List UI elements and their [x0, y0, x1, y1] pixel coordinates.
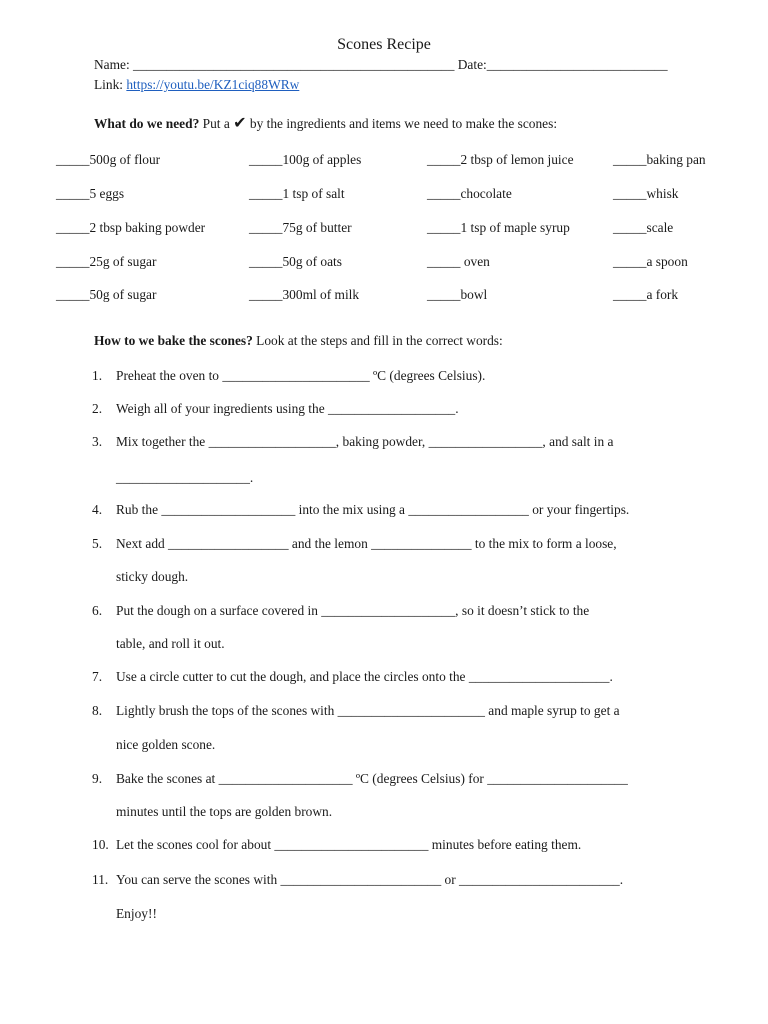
step-number: 7.: [92, 669, 103, 684]
ingredient-item[interactable]: _____ oven: [427, 254, 490, 269]
step-text-line[interactable]: Use a circle cutter to cut the dough, and place the circles onto the _____________________.: [116, 669, 613, 684]
step-number: 1.: [92, 368, 103, 383]
step-text-line[interactable]: Let the scones cool for about _______________________ minutes before eating them.: [116, 837, 582, 852]
step-text-line[interactable]: Mix together the ___________________, baking powder, _________________, and salt in a: [116, 434, 614, 449]
step-text-line[interactable]: Preheat the oven to ______________________ ºC (degrees Celsius).: [116, 368, 486, 383]
step-text-line[interactable]: You can serve the scones with ________________________ or ________________________.: [116, 872, 624, 887]
ingredient-item[interactable]: _____a spoon: [613, 254, 688, 269]
link-label: Link:: [94, 77, 127, 92]
step-number: 2.: [92, 401, 103, 416]
video-link[interactable]: https://youtu.be/KZ1ciq88WRw: [126, 77, 300, 92]
step-text-line[interactable]: Lightly brush the tops of the scones with ______________________ and maple syrup to get a: [116, 703, 620, 718]
step-number: 9.: [92, 771, 103, 786]
ingredient-item[interactable]: _____100g of apples: [249, 152, 362, 167]
step-text-line[interactable]: sticky dough.: [116, 569, 189, 584]
ingredient-item[interactable]: _____50g of sugar: [56, 287, 157, 302]
ingredients-heading-pre: Put a: [199, 116, 234, 131]
step-text-line[interactable]: Rub the ____________________ into the mix using a __________________ or your fingertips.: [116, 502, 630, 517]
ingredient-item[interactable]: _____scale: [613, 220, 674, 235]
step-text-line[interactable]: Put the dough on a surface covered in ____________________, so it doesn’t stick to the: [116, 603, 590, 618]
checkmark-icon: ✔: [233, 113, 247, 132]
step-text-line[interactable]: Next add __________________ and the lemon _______________ to the mix to form a loose,: [116, 536, 617, 551]
ingredient-item[interactable]: _____whisk: [613, 186, 679, 201]
step-text-line[interactable]: Enjoy!!: [116, 906, 157, 921]
ingredient-item[interactable]: _____500g of flour: [56, 152, 161, 167]
ingredient-item[interactable]: _____chocolate: [427, 186, 512, 201]
ingredient-item[interactable]: _____5 eggs: [56, 186, 125, 201]
page-title: Scones Recipe: [337, 36, 431, 53]
ingredient-item[interactable]: _____50g of oats: [249, 254, 342, 269]
ingredient-item[interactable]: _____300ml of milk: [249, 287, 360, 302]
name-date-fields[interactable]: Name: ________________________________________________ Date:___________________________: [94, 57, 668, 72]
ingredient-item[interactable]: _____bowl: [427, 287, 488, 302]
ingredient-item[interactable]: _____1 tsp of maple syrup: [427, 220, 570, 235]
ingredients-heading: [94, 113, 557, 132]
ingredient-item[interactable]: _____75g of butter: [249, 220, 352, 235]
step-number: 3.: [92, 434, 103, 449]
step-number: 11.: [92, 872, 109, 887]
ingredient-item[interactable]: _____25g of sugar: [56, 254, 157, 269]
steps-heading: [94, 333, 503, 349]
step-number: 4.: [92, 502, 103, 517]
step-number: 5.: [92, 536, 103, 551]
steps-heading-rest: Look at the steps and fill in the correct words:: [252, 333, 503, 348]
step-text-line[interactable]: Weigh all of your ingredients using the ___________________.: [116, 401, 459, 416]
ingredient-item[interactable]: _____2 tbsp of lemon juice: [427, 152, 574, 167]
step-text-line[interactable]: table, and roll it out.: [116, 636, 225, 651]
step-text-line[interactable]: Bake the scones at ____________________ ºC (degrees Celsius) for _____________________: [116, 771, 628, 786]
step-text-line[interactable]: nice golden scone.: [116, 737, 216, 752]
ingredient-item[interactable]: _____1 tsp of salt: [249, 186, 345, 201]
ingredients-heading-bold: What do we need?: [94, 116, 200, 131]
steps-heading-bold: How to we bake the scones?: [94, 333, 253, 348]
ingredient-item[interactable]: _____baking pan: [613, 152, 706, 167]
ingredient-item[interactable]: _____a fork: [613, 287, 679, 302]
step-number: 6.: [92, 603, 103, 618]
ingredient-item[interactable]: _____2 tbsp baking powder: [56, 220, 206, 235]
link-row: [94, 77, 299, 93]
step-text-line[interactable]: ____________________.: [116, 470, 254, 485]
ingredients-heading-post: by the ingredients and items we need to make the scones:: [246, 116, 558, 131]
step-number: 10.: [92, 837, 109, 852]
step-number: 8.: [92, 703, 103, 718]
step-text-line[interactable]: minutes until the tops are golden brown.: [116, 804, 333, 819]
